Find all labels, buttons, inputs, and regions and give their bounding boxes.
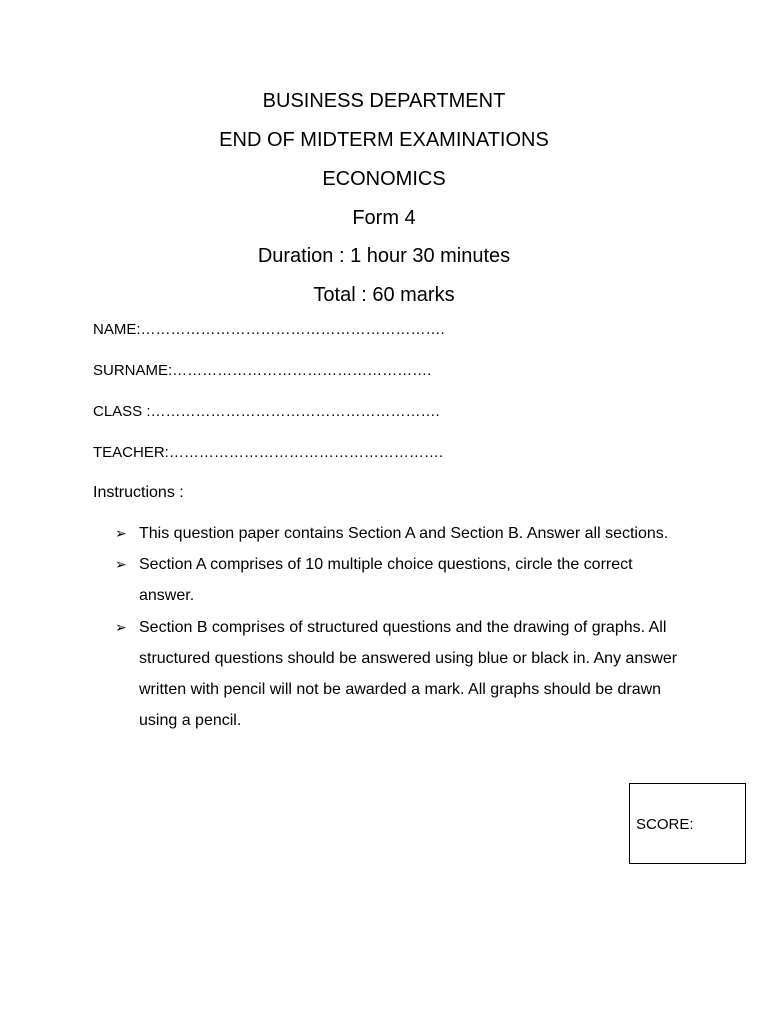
name-field: NAME:…………………………………………………….	[93, 321, 445, 338]
score-box	[629, 783, 746, 864]
arrow-bullet-icon: ➢	[115, 556, 127, 573]
exam-duration: Duration : 1 hour 30 minutes	[257, 245, 511, 267]
instruction-item	[115, 612, 685, 737]
teacher-field: TEACHER:……………………………………………….	[93, 444, 444, 461]
instruction-text: Section A comprises of 10 multiple choice questions, circle the correct answer.	[139, 556, 633, 605]
instructions-heading: Instructions :	[93, 484, 184, 501]
instructions-list	[115, 518, 685, 736]
exam-title: END OF MIDTERM EXAMINATIONS	[219, 129, 549, 151]
department-title: BUSINESS DEPARTMENT	[262, 90, 506, 112]
arrow-bullet-icon: ➢	[115, 618, 127, 635]
instruction-item	[115, 518, 685, 549]
total-marks: Total : 60 marks	[313, 284, 455, 306]
arrow-bullet-icon: ➢	[115, 525, 127, 541]
form-level: Form 4	[352, 207, 416, 229]
instruction-text: This question paper contains Section A and Section B. Answer all sections.	[139, 525, 669, 542]
class-field: CLASS :………………………………………………….	[93, 403, 440, 420]
subject-title: ECONOMICS	[322, 168, 446, 190]
score-label: SCORE:	[636, 816, 694, 833]
instruction-item	[115, 549, 685, 611]
surname-field: SURNAME:…………………………………………….	[93, 362, 432, 379]
instruction-text: Section B comprises of structured questions and the drawing of graphs. All structured questions should be answered using blue or black in. Any answer written with pencil will not be awarded a mark. All graphs should be drawn using a pencil.	[139, 618, 678, 730]
